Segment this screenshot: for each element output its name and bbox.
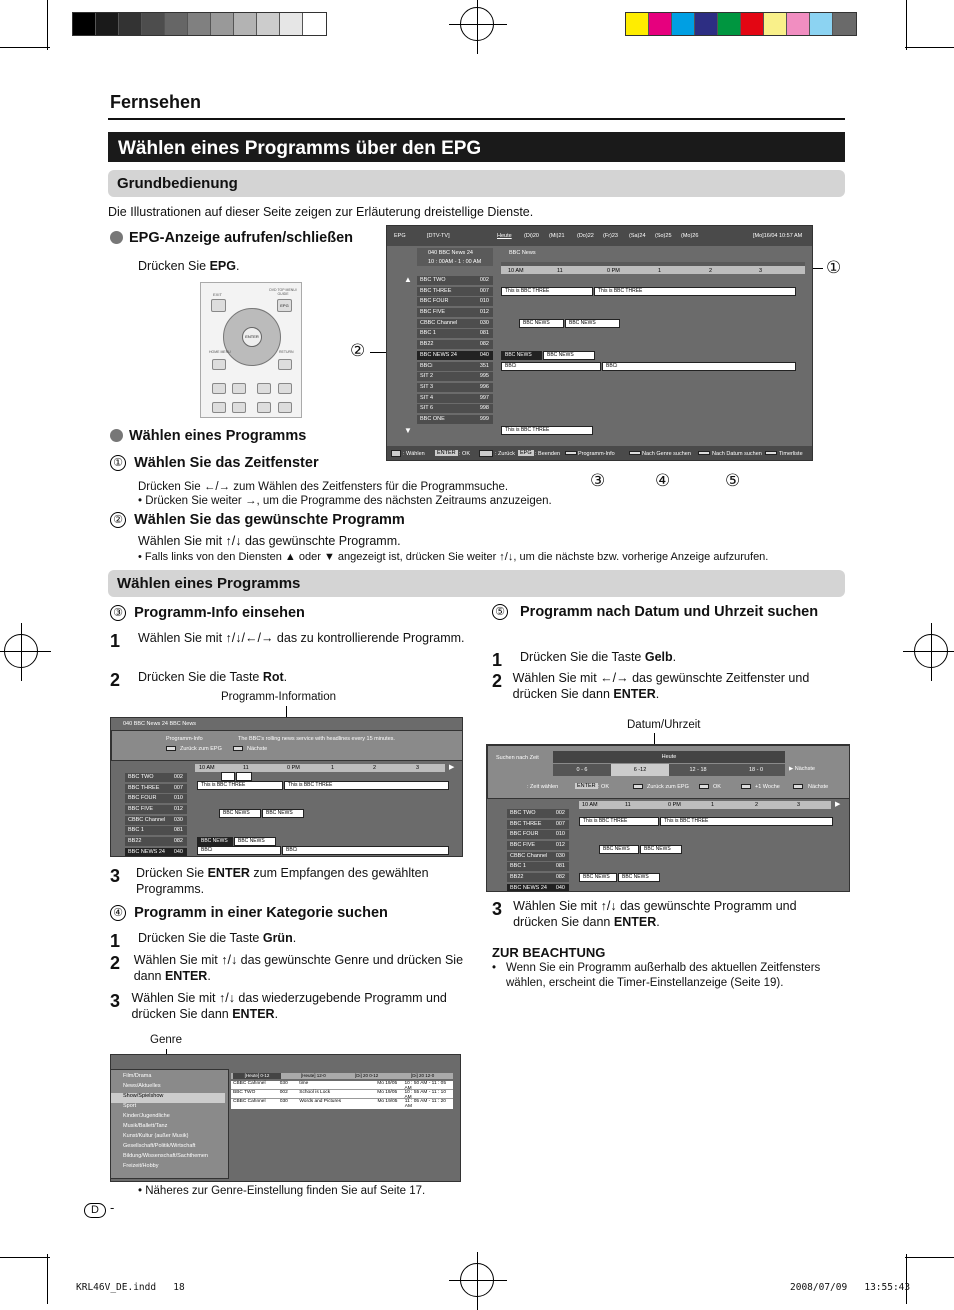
program-info-screen: 040 BBC News 24 BBC News Programm-Info The BBC's rolling news service with headlines every 15 minutes. Zurück zum EPG Nächste 10 AM 11 0 PM 1 2 3 ▶ BBC TWO 002 BBC THREE 007 BBC FOUR 010 BBC FIVE 012 CBBC Channel 030 BBC 1 081 BB22 082 BBC NEWS 24 040 This is BBC THREE This is BBC THREE BBC NEWS BBC NEWS BBC NEWS BBC NEWS BBCi BBCi — [110, 717, 463, 857]
channel-row[interactable]: BB22 082 — [417, 340, 493, 349]
channel-row[interactable]: BBC FIVE 012 — [417, 308, 493, 317]
color-swatch — [787, 13, 810, 35]
genre-item[interactable]: Film/Drama — [123, 1073, 152, 1079]
press-epg-text: Drücken Sie EPG. — [138, 259, 240, 273]
step2-text: Wählen Sie mit ↑/↓ das gewünschte Programm. — [138, 534, 401, 548]
channel-row[interactable]: BBC THREE 007 — [417, 287, 493, 296]
channel-row[interactable]: SIT 3 996 — [417, 383, 493, 392]
p4-label: Genre — [150, 1034, 182, 1046]
remote-illustration: EXIT DVD TOP MENU/ GUIDE EPG ENTER HOME MENU RETURN — [200, 282, 302, 418]
gray-swatch — [73, 13, 96, 35]
channel-row[interactable]: BBCi 351 — [417, 362, 493, 371]
p4-title: ④ Programm in einer Kategorie suchen — [110, 905, 388, 921]
file-info: KRL46V_DE.indd 18 — [76, 1282, 185, 1293]
color-swatch — [833, 13, 856, 35]
genre-screen: Film/Drama News/Aktuelles Show/Spielshow Sport Kinder/Jugendliche Musik/Ballett/Tanz Kunst/Kultur (außer Musik) Gesellschaft/Politik/Wirtschaft Bildung/Wissenschaft/Sachthemen Freizeit/Hobby [Heute] 0-12 [Heute] 12-0 [Di] 20 0-12 [Di] 20 12-0 CBBC Cahnnel 030 time Mo 19/05 10 : 50 AM - 11 : 05 AM BBC TWO 002 School is Lock Mo 19/05 10 : 55 AM - 11 : 10 AM CBBC Cahnnel 030 Words and Pictures Mo 19/05 11 : 05 AM - 11 : 20 AM — [110, 1054, 461, 1182]
genre-item[interactable]: Kunst/Kultur (außer Musik) — [123, 1133, 189, 1139]
genre-item[interactable]: Musik/Ballett/Tanz — [123, 1123, 168, 1129]
color-swatch — [626, 13, 649, 35]
program-cell[interactable]: BBC NEWS — [519, 319, 564, 328]
step2-title: ② Wählen Sie das gewünschte Programm — [110, 512, 405, 528]
gray-swatch — [211, 13, 234, 35]
channel-row[interactable]: SIT 2 995 — [417, 372, 493, 381]
program-cell[interactable]: This is BBC THREE — [501, 426, 593, 435]
gray-swatch — [280, 13, 303, 35]
registration-mark-bottom — [460, 1263, 494, 1297]
bullet-icon — [110, 231, 123, 244]
scroll-up-icon[interactable]: ▲ — [404, 275, 412, 284]
note-text: • Wenn Sie ein Programm außerhalb des aktuellen Zeitfensters wählen, erscheint die Timer-Einstellanzeige (Seite 19). — [492, 962, 821, 989]
p5-step3: 3 Wählen Sie mit ↑/↓ das gewünschte Programm und drücken Sie dann ENTER. — [492, 899, 797, 930]
callout-2: ② — [350, 341, 366, 360]
channel-row[interactable]: SIT 4 997 — [417, 394, 493, 403]
exit-button[interactable] — [211, 299, 226, 312]
program-cell[interactable]: BBCi — [501, 362, 601, 371]
callout-5: ⑤ — [725, 471, 741, 490]
channel-row-selected[interactable]: BBC NEWS 24 040 — [417, 351, 493, 360]
callout-1: ① — [826, 258, 842, 277]
channel-row[interactable]: BBC ONE 999 — [417, 415, 493, 424]
p4-step1: 1 Drücken Sie die Taste Grün. — [110, 931, 297, 951]
callout-3: ③ — [590, 471, 606, 490]
gray-swatch — [234, 13, 257, 35]
date-time-screen: Suchen nach Zeit Heute 0 - 6 6 -12 12 - 18 18 - 0 ▶ Nächste : Zeit wählen ENTER : OK Zurück zum EPG OK +1 Woche Nächste 10 AM 11 0 PM 1 2 3 ▶ BBC TWO 002 BBC THREE 007 BBC FOUR 010 BBC FIVE 012 CBBC Channel 030 BBC 1 081 BB22 082 BBC NEWS 24 040 This is BBC THREE This is BBC THREE BBC NEWS BBC NEWS BBC NEWS BBC NEWS — [486, 744, 850, 892]
gray-swatch — [303, 13, 326, 35]
page-letter-badge: D — [84, 1203, 106, 1218]
genre-item[interactable]: Sport — [123, 1103, 137, 1109]
gray-swatch — [142, 13, 165, 35]
select-heading: Wählen eines Programms — [110, 428, 306, 444]
registration-mark-left — [4, 634, 38, 668]
basic-heading: Grundbedienung — [108, 170, 845, 197]
registration-mark-right — [914, 634, 948, 668]
p5-step1: 1 Drücken Sie die Taste Gelb. — [492, 650, 677, 670]
genre-item-selected[interactable]: Show/Spielshow — [111, 1093, 225, 1103]
gray-swatch — [188, 13, 211, 35]
gray-swatch — [119, 13, 142, 35]
genre-item[interactable]: Bildung/Wissenschaft/Sachthemen — [123, 1153, 208, 1159]
registration-mark-top — [460, 7, 494, 41]
gray-swatch — [257, 13, 280, 35]
program-cell[interactable]: BBC NEWS — [565, 319, 620, 328]
intro-text: Die Illustrationen auf dieser Seite zeigen zur Erläuterung dreistellige Dienste. — [108, 205, 534, 219]
gray-swatch — [165, 13, 188, 35]
p4-step3: 3 Wählen Sie mit ↑/↓ das wiederzugebende Programm und drücken Sie dann ENTER. — [110, 991, 447, 1022]
time-slot-selected[interactable]: 6 -12 — [611, 764, 669, 776]
color-bar — [625, 12, 857, 36]
callout-4: ④ — [655, 471, 671, 490]
p3-step1: 1 Wählen Sie mit ↑/↓/←/→ das zu kontrollierende Programm. — [110, 631, 465, 651]
scroll-down-icon[interactable]: ▼ — [404, 426, 412, 435]
color-swatch — [672, 13, 695, 35]
p4-note: • Näheres zur Genre-Einstellung finden Sie auf Seite 17. — [138, 1185, 426, 1197]
step1-note: • Drücken Sie weiter →, um die Programme des nächsten Zeitraums anzuzeigen. — [138, 495, 552, 507]
select-section-heading: Wählen eines Programms — [108, 570, 845, 597]
genre-item[interactable]: Gesellschaft/Politik/Wirtschaft — [123, 1143, 196, 1149]
channel-row[interactable]: BBC TWO 002 — [417, 276, 493, 285]
color-swatch — [649, 13, 672, 35]
color-swatch — [695, 13, 718, 35]
gray-color-bar — [72, 12, 327, 36]
program-cell[interactable]: BBC NEWS — [543, 351, 595, 360]
bullet-icon — [110, 429, 123, 442]
epg-heading: EPG-Anzeige aufrufen/schließen — [110, 230, 353, 246]
note-heading: ZUR BEACHTUNG — [492, 945, 606, 960]
color-swatch — [718, 13, 741, 35]
step1-text: Drücken Sie ←/→ zum Wählen des Zeitfensters für die Programmsuche. — [138, 481, 509, 493]
channel-row[interactable]: BBC FOUR 010 — [417, 297, 493, 306]
p3-label: Programm-Information — [221, 691, 337, 703]
section-label: Fernsehen — [110, 92, 202, 112]
page-dash: - — [110, 1200, 115, 1215]
epg-remote-button[interactable]: EPG — [277, 299, 292, 312]
time-slot[interactable]: 0 - 6 — [553, 764, 611, 776]
print-date: 2008/07/09 13:55:43 — [790, 1282, 911, 1293]
genre-item[interactable]: Freizeit/Hobby — [123, 1163, 159, 1169]
p3-step2: 2 Drücken Sie die Taste Rot. — [110, 670, 288, 690]
epg-screen: EPG [DTV-TV] Heute (Di)20 (Mi)21 (Do)22 (Fr)23 (Sa)24 (So)25 (Mo)26 [Mo]16/04 10:57 AM 040 BBC News 24 10 : 00AM - 1 : 00 AM BBC News 10 AM 11 0 PM 1 2 3 ▲ ▼ BBC TWO 002 BBC THREE 007 BBC FOUR 010 BBC FIVE 012 CBBC Channel 030 BBC 1 081 BB22 082 BBC NEWS 24 040 BBCi 351 SIT 2 995 SIT 3 996 SIT 4 997 SIT 6 998 BBC ONE 999 This is BBC THREE This is BBC THREE BBC NEWS BBC NEWS BBC NEWS BBC NEWS BBCi BBCi This is BBC THREE : Wählen ENTER : OK : Zurück EPG : Beenden Programm-Info Nach Genre suchen Nach Datum suchen Timerliste — [386, 225, 813, 461]
color-swatch — [810, 13, 833, 35]
time-slot[interactable]: 18 - 0 — [727, 764, 785, 776]
color-swatch — [741, 13, 764, 35]
p5-step2: 2 Wählen Sie mit ←/→ das gewünschte Zeitfenster und drücken Sie dann ENTER. — [492, 671, 810, 702]
program-cell[interactable]: This is BBC THREE — [501, 287, 593, 296]
gray-swatch — [96, 13, 119, 35]
p4-step2: 2 Wählen Sie mit ↑/↓ das gewünschte Genre und drücken Sie dann ENTER. — [110, 953, 464, 984]
genre-item[interactable]: Kinder/Jugendliche — [123, 1113, 170, 1119]
enter-button[interactable]: ENTER — [242, 327, 262, 347]
color-swatch — [764, 13, 787, 35]
p5-label: Datum/Uhrzeit — [627, 719, 701, 731]
program-cell-selected[interactable]: BBC NEWS — [501, 351, 542, 360]
channel-row[interactable]: SIT 6 998 — [417, 404, 493, 413]
step1-title: ① Wählen Sie das Zeitfenster — [110, 455, 319, 471]
p5-title: ⑤ Programm nach Datum und Uhrzeit suchen — [492, 604, 822, 620]
program-cell[interactable]: BBCi — [602, 362, 796, 371]
program-cell[interactable]: This is BBC THREE — [594, 287, 796, 296]
channel-row[interactable]: BBC 1 081 — [417, 329, 493, 338]
genre-item[interactable]: News/Aktuelles — [123, 1083, 161, 1089]
channel-list — [417, 276, 493, 426]
channel-row[interactable]: CBBC Channel 030 — [417, 319, 493, 328]
p3-step3: 3 Drücken Sie ENTER zum Empfangen des gewählten Programms. — [110, 866, 429, 897]
p3-title: ③ Programm-Info einsehen — [110, 605, 305, 621]
page-title: Wählen eines Programms über den EPG — [108, 132, 845, 162]
step2-note: • Falls links von den Diensten ▲ oder ▼ angezeigt ist, drücken Sie weiter ↑/↓, um die nächste bzw. vorherige Anzeige aufzurufen. — [138, 551, 769, 563]
time-slot[interactable]: 12 - 18 — [669, 764, 727, 776]
